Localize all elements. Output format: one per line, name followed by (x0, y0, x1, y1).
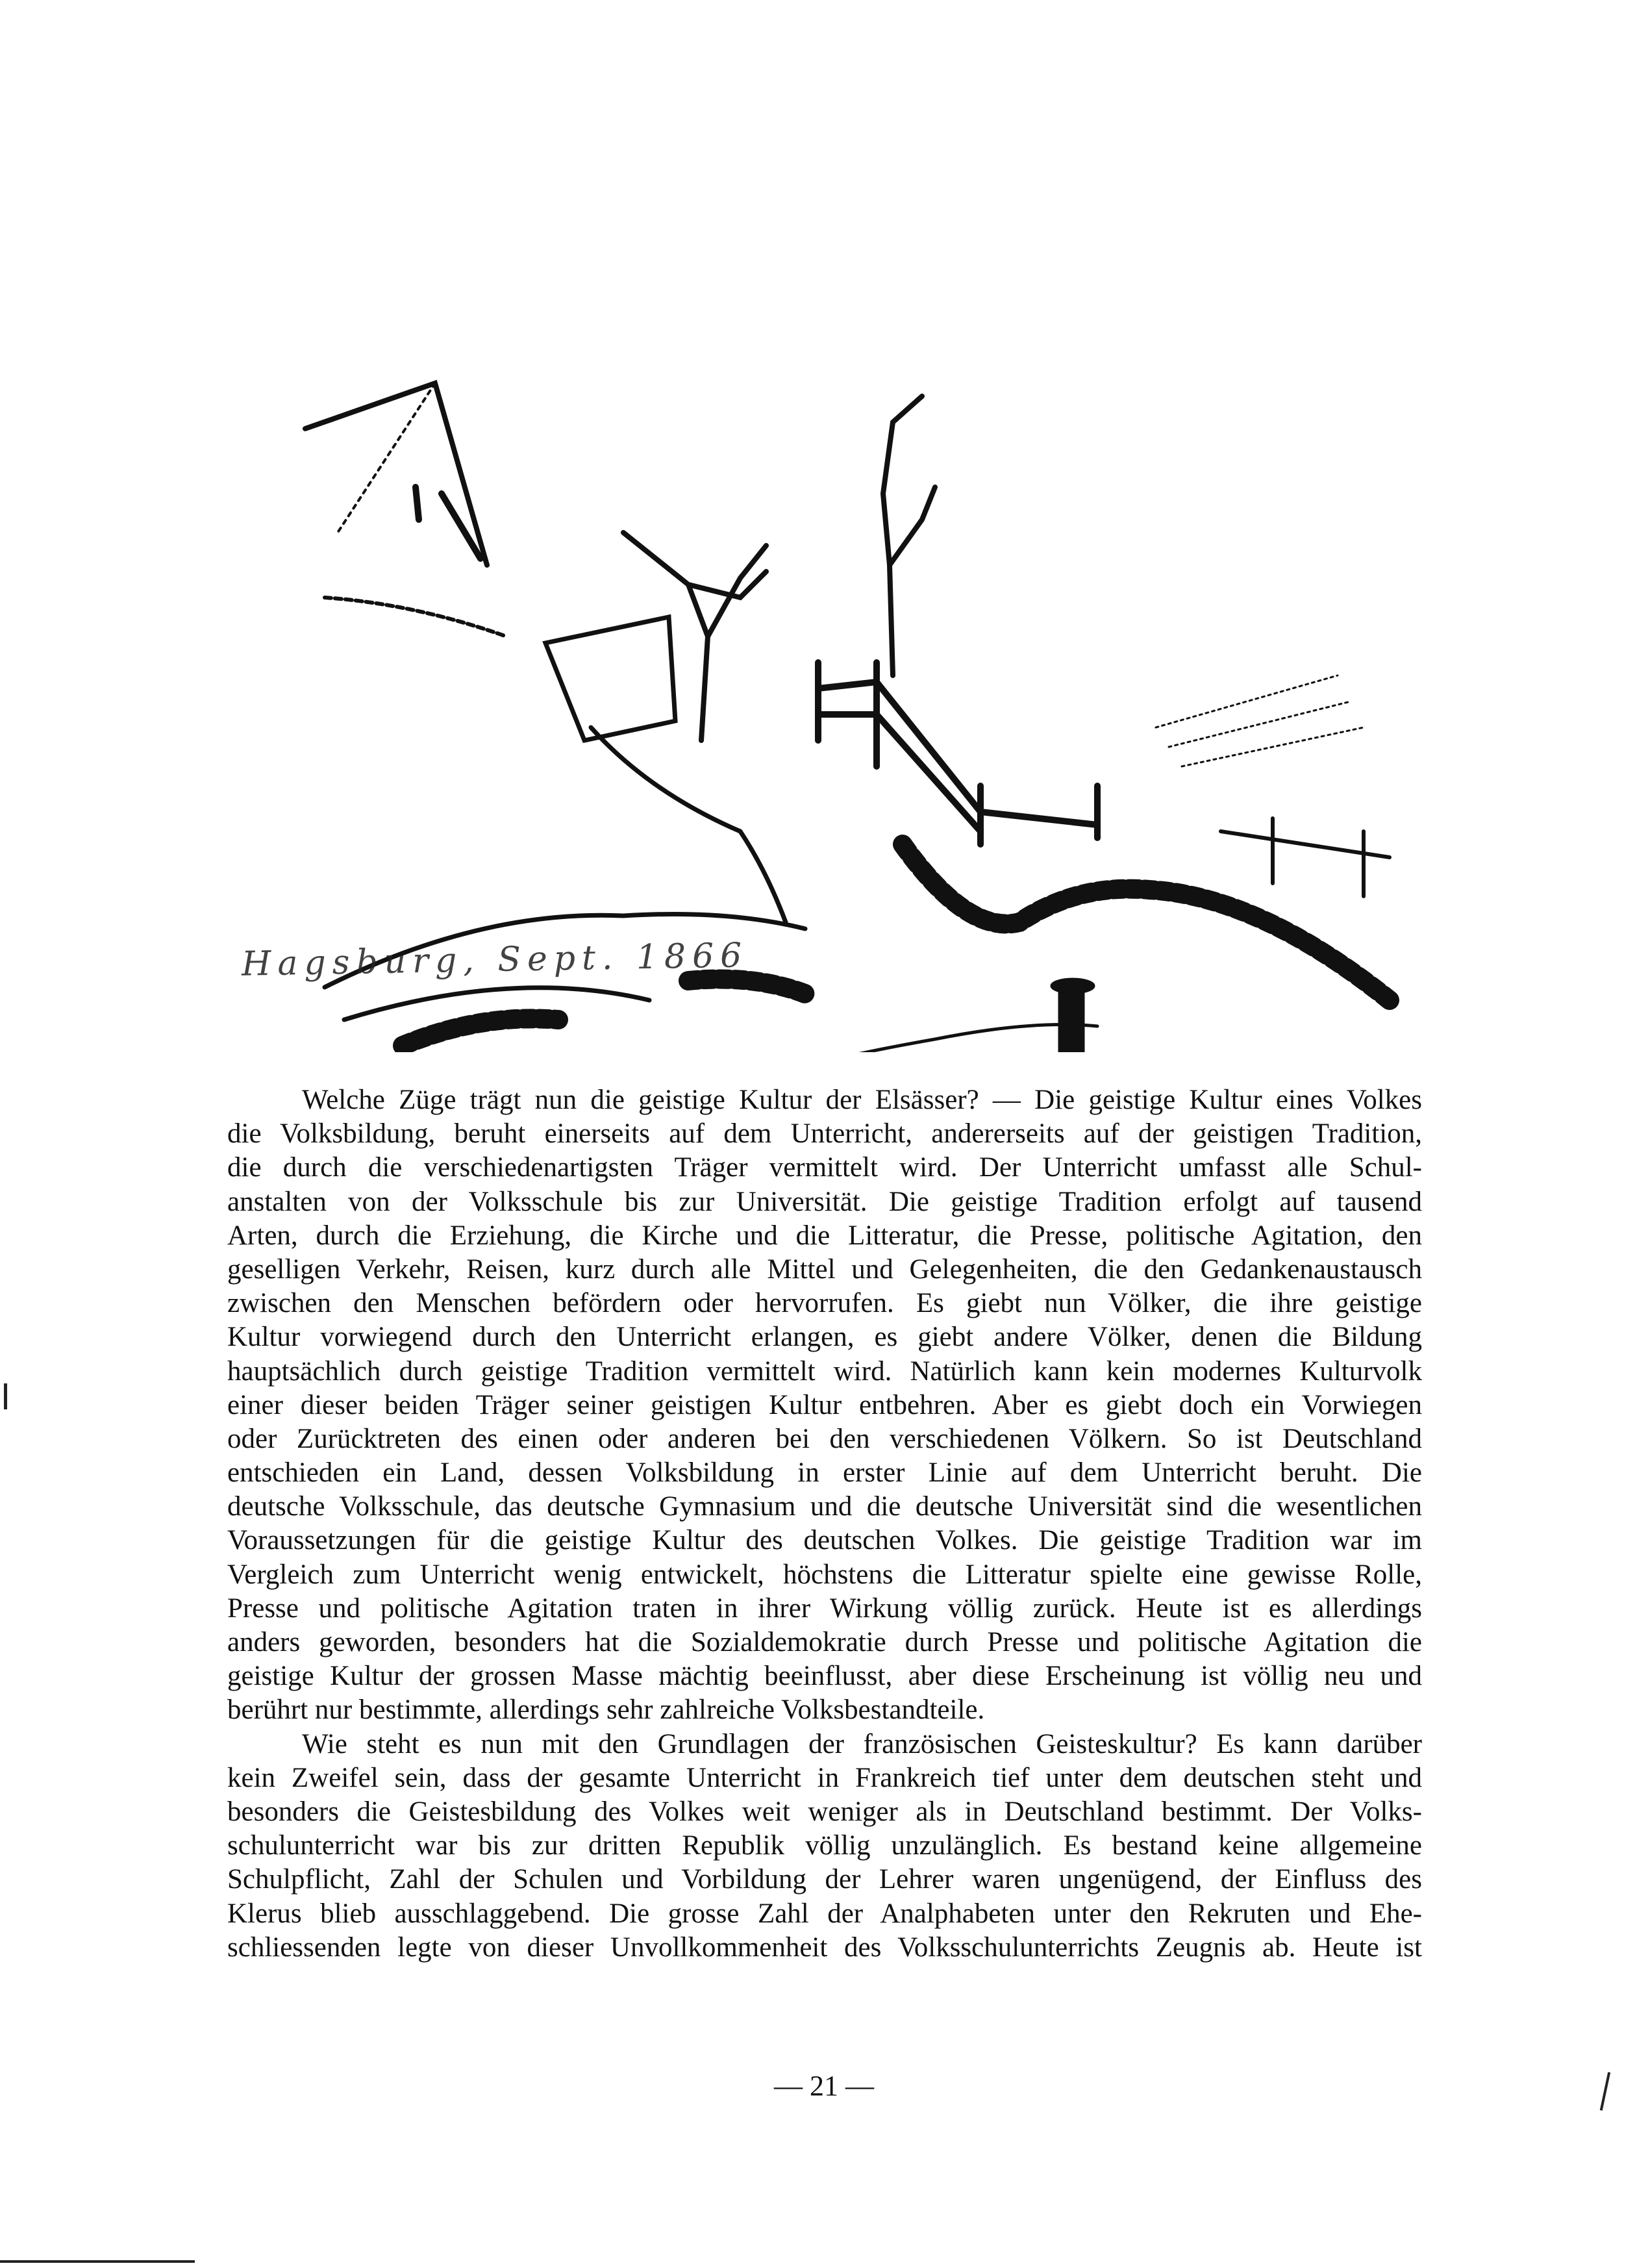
text-line: einer dieser beiden Träger seiner geistigen Kultur entbehren. Aber es giebt doch ein Vorwiegen (227, 1389, 1422, 1420)
text-line: Presse und politische Agitation traten in ihrer Wirkung völlig zurück. Heute ist es allerdings (227, 1593, 1422, 1624)
text-line: hauptsächlich durch geistige Tradition vermittelt wird. Natürlich kann kein modernes Kulturvolk (227, 1355, 1422, 1387)
text-line: Vergleich zum Unterricht wenig entwickelt, höchstens die Litteratur spielte eine gewisse Rolle, (227, 1559, 1422, 1590)
landscape-illustration (286, 273, 1429, 1052)
text-line: geistige Kultur der grossen Masse mächtig beeinflusst, aber diese Erscheinung ist völlig neu und (227, 1661, 1422, 1692)
text-line: oder Zurücktreten des einen oder anderen bei den verschiedenen Völkern. So ist Deutschland (227, 1423, 1422, 1454)
scan-margin-mark (0, 2260, 195, 2263)
hill-hatching (1156, 675, 1364, 766)
text-line: Klerus blieb ausschlaggebend. Die grosse Zahl der Analphabeten unter den Rekruten und Ehe- (227, 1898, 1422, 1929)
text-line: Kultur vorwiegend durch den Unterricht erlangen, es giebt andere Völker, denen die Bildung (227, 1322, 1422, 1353)
text-line: entschieden ein Land, dessen Volksbildung in erster Linie auf dem Unterricht beruht. Die (227, 1457, 1422, 1489)
text-line: Welche Züge trägt nun die geistige Kultur der Elsässer? — Die geistige Kultur eines Volkes (302, 1085, 1422, 1115)
text-line: anstalten von der Volksschule bis zur Universität. Die geistige Tradition erfolgt auf tausend (227, 1186, 1422, 1217)
body-text (227, 1083, 1422, 1965)
road-drawing (455, 1025, 1357, 1053)
page-number: — 21 — (774, 2070, 874, 2102)
text-line: zwischen den Menschen befördern oder hervorrufen. Es giebt nun Völker, die ihre geistige (227, 1288, 1422, 1319)
text-line: geselligen Verkehr, Reisen, kurz durch alle Mittel und Gelegenheiten, die den Gedankenaustausch (227, 1254, 1422, 1285)
text-line: deutsche Volksschule, das deutsche Gymnasium und die deutsche Universität sind die wesentlichen (227, 1491, 1422, 1522)
text-line: Wie steht es nun mit den Grundlagen der französischen Geisteskultur? Es kann darüber (302, 1728, 1422, 1759)
text-line: die Volksbildung, beruht einerseits auf dem Unterricht, andererseits auf der geistigen Tradition, (227, 1118, 1422, 1150)
illustration-caption: Hagsburg, Sept. 1866 (241, 936, 749, 984)
text-line: schliessenden legte von dieser Unvollkommenheit des Volksschulunterrichts Zeugnis ab. Heute ist (227, 1932, 1422, 1963)
post-drawing (955, 978, 1095, 1052)
text-line: Voraussetzungen für die geistige Kultur des deutschen Volkes. Die geistige Tradition war im (227, 1525, 1422, 1556)
text-line: besonders die Geistesbildung des Volkes weit weniger als in Deutschland bestimmt. Der Volks- (227, 1796, 1422, 1827)
text-line: kein Zweifel sein, dass der gesamte Unterricht in Frankreich tief unter dem deutschen steht und (227, 1762, 1422, 1793)
text-line: anders geworden, besonders hat die Sozialdemokratie durch Presse und politische Agitation die (227, 1627, 1422, 1657)
text-line: schulunterricht war bis zur dritten Republik völlig unzulänglich. Es bestand keine allgemeine (227, 1830, 1422, 1861)
text-line: Arten, durch die Erziehung, die Kirche und die Litteratur, die Presse, politische Agitation, den (227, 1220, 1422, 1251)
text-line: berührt nur bestimmte, allerdings sehr zahlreiche Volksbestandteile. (227, 1695, 985, 1726)
house-drawing (305, 383, 506, 636)
bare-tree-drawing (623, 396, 935, 740)
scan-margin-mark (4, 1383, 7, 1409)
text-line: Schulpflicht, Zahl der Schulen und Vorbildung der Lehrer waren ungenügend, der Einfluss des (227, 1864, 1422, 1895)
text-line: die durch die verschiedenartigsten Träger vermittelt wird. Der Unterricht umfasst alle Schul- (227, 1152, 1422, 1183)
